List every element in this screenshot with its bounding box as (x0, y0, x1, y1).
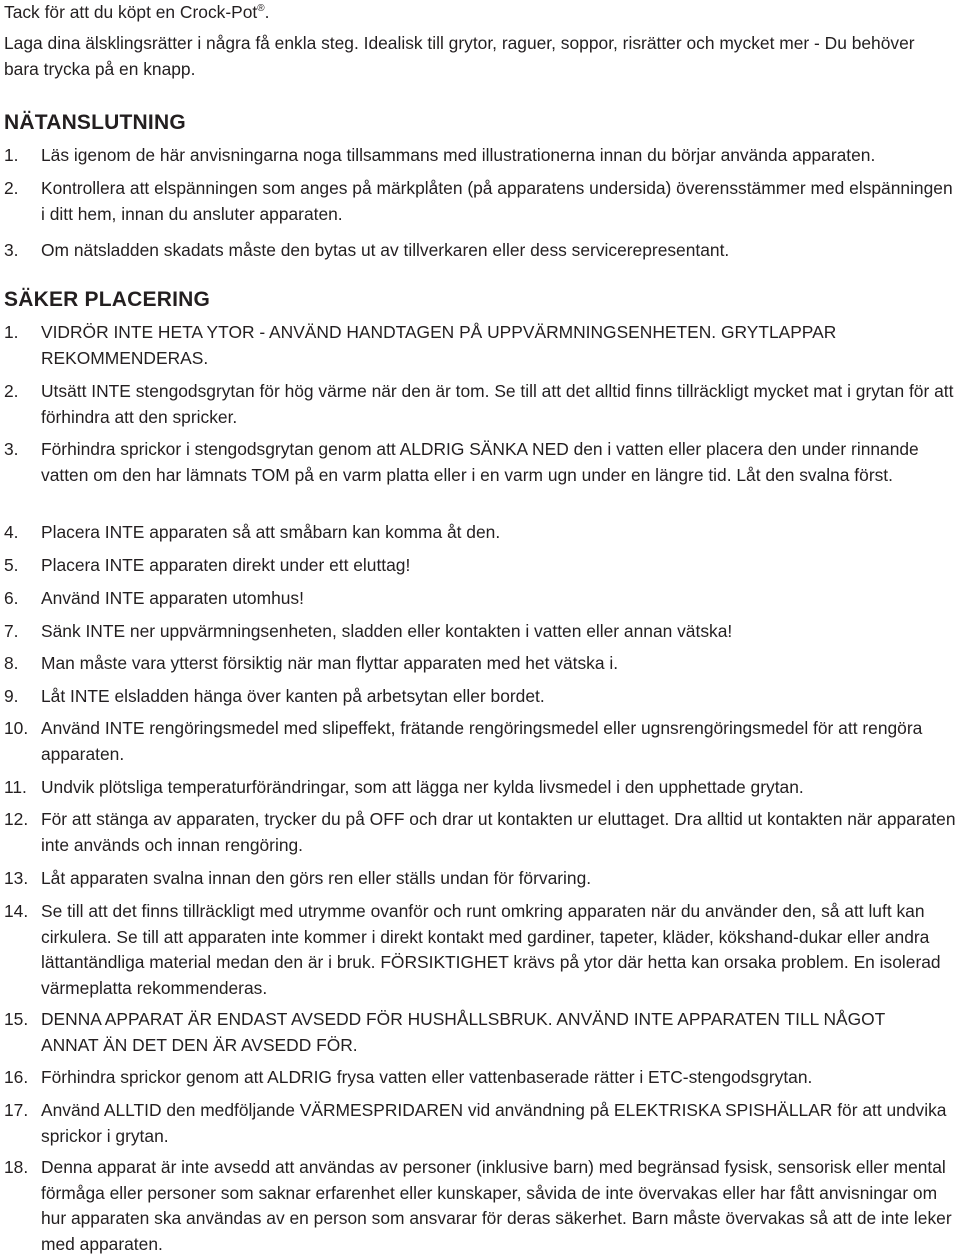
item-number: 3. (4, 439, 19, 459)
item-text: Denna apparat är inte avsedd att användas av personer (inklusive barn) med begränsad fysisk, sensorisk eller mental förmåga eller personer som saknar erfarenhet eller kunskaper, såvida de inte övervakas eller har fått anvisningar om hur apparaten ska användas av en person som ansvarar för deras säkerhet. Barn måste övervakas så att de inte leker med apparaten. (41, 1157, 952, 1254)
item-text: Använd INTE rengöringsmedel med slipeffekt, frätande rengöringsmedel eller ugnsrengöringsmedel för att rengöra apparaten. (41, 718, 923, 764)
item-number: 12. (4, 809, 29, 829)
item-text: Placera INTE apparaten så att småbarn kan komma åt den. (41, 522, 501, 542)
item-text: Man måste vara ytterst försiktig när man flyttar apparaten med het vätska i. (41, 653, 619, 673)
item-number: 11. (4, 777, 27, 797)
item-number: 1. (4, 322, 19, 342)
item-number: 3. (4, 240, 19, 260)
item-number: 5. (4, 555, 19, 575)
intro-thanks (4, 0, 956, 26)
item-number: 17. (4, 1100, 29, 1120)
item-text: Förhindra sprickor genom att ALDRIG frysa vatten eller vattenbaserade rätter i ETC-stengodsgrytan. (41, 1067, 813, 1087)
item-text: Sänk INTE ner uppvärmningsenheten, sladden eller kontakten i vatten eller annan vätska! (41, 621, 733, 641)
section-heading-saker-placering: SÄKER PLACERING (4, 288, 211, 311)
item-number: 7. (4, 621, 19, 641)
item-text: Kontrollera att elspänningen som anges på märkplåten (på apparatens undersida) överensstämmer med elspänningen i ditt hem, innan du ansluter apparaten. (41, 178, 953, 224)
item-number: 1. (4, 145, 19, 165)
intro-thanks-end: . (264, 2, 270, 22)
section-heading-natanslutning: NÄTANSLUTNING (4, 111, 186, 134)
item-number: 2. (4, 381, 19, 401)
item-text: VIDRÖR INTE HETA YTOR - ANVÄND HANDTAGEN PÅ UPPVÄRMNINGSENHETEN. GRYTLAPPAR REKOMMENDERAS. (41, 322, 837, 368)
item-text: Se till att det finns tillräckligt med utrymme ovanför och runt omkring apparaten när du använder den, så att luft kan cirkulera. Se till att apparaten inte kommer i direkt kontakt med gardiner, tapeter, kläder, kökshand-dukar eller andra lättantändliga material medan den är i bruk. FÖRSIKTIGHET krävs på ytor där hetta kan orsaka problem. En isolerad värmeplatta rekommenderas. (41, 901, 941, 998)
item-text: Undvik plötsliga temperaturförändringar, som att lägga ner kylda livsmedel i den upphettade grytan. (41, 777, 804, 797)
item-text: Placera INTE apparaten direkt under ett eluttag! (41, 555, 411, 575)
item-number: 6. (4, 588, 19, 608)
intro-description: Laga dina älsklingsrätter i några få enkla steg. Idealisk till grytor, raguer, soppor, risrätter och mycket mer - Du behöver bara trycka på en knapp. (4, 33, 915, 79)
registered-mark: ® (257, 3, 265, 15)
item-text: Läs igenom de här anvisningarna noga tillsammans med illustrationerna innan du börjar använda apparaten. (41, 145, 876, 165)
item-number: 13. (4, 868, 29, 888)
item-number: 4. (4, 522, 19, 542)
item-text: Använd INTE apparaten utomhus! (41, 588, 304, 608)
item-number: 15. (4, 1009, 29, 1029)
item-number: 18. (4, 1157, 29, 1177)
item-text: Utsätt INTE stengodsgrytan för hög värme när den är tom. Se till att det alltid finns tillräckligt mycket mat i grytan för att förhindra att den spricker. (41, 381, 954, 427)
item-number: 14. (4, 901, 29, 921)
item-number: 8. (4, 653, 19, 673)
item-text: Använd ALLTID den medföljande VÄRMESPRIDAREN vid användning på ELEKTRISKA SPISHÄLLAR för att undvika sprickor i grytan. (41, 1100, 947, 1146)
item-text: För att stänga av apparaten, trycker du på OFF och drar ut kontakten ur eluttaget. Dra alltid ut kontakten när apparaten inte används och innan rengöring. (41, 809, 956, 855)
intro-thanks-text: Tack för att du köpt en Crock-Pot (4, 2, 258, 22)
item-text: Låt INTE elsladden hänga över kanten på arbetsytan eller bordet. (41, 686, 545, 706)
item-text: Förhindra sprickor i stengodsgrytan genom att ALDRIG SÄNKA NED den i vatten eller placera den under rinnande vatten om den har lämnats TOM på en varm platta eller i en varm ugn under en längre tid. Låt den svalna först. (41, 439, 919, 485)
item-number: 2. (4, 178, 19, 198)
item-text: DENNA APPARAT ÄR ENDAST AVSEDD FÖR HUSHÅLLSBRUK. ANVÄND INTE APPARATEN TILL NÅGOT ANNAT ÄN DET DEN ÄR AVSEDD FÖR. (41, 1009, 885, 1055)
item-text: Låt apparaten svalna innan den görs ren eller ställs undan för förvaring. (41, 868, 592, 888)
item-number: 16. (4, 1067, 29, 1087)
item-number: 10. (4, 718, 29, 738)
item-text: Om nätsladden skadats måste den bytas ut av tillverkaren eller dess servicerepresentant. (41, 240, 730, 260)
item-number: 9. (4, 686, 19, 706)
